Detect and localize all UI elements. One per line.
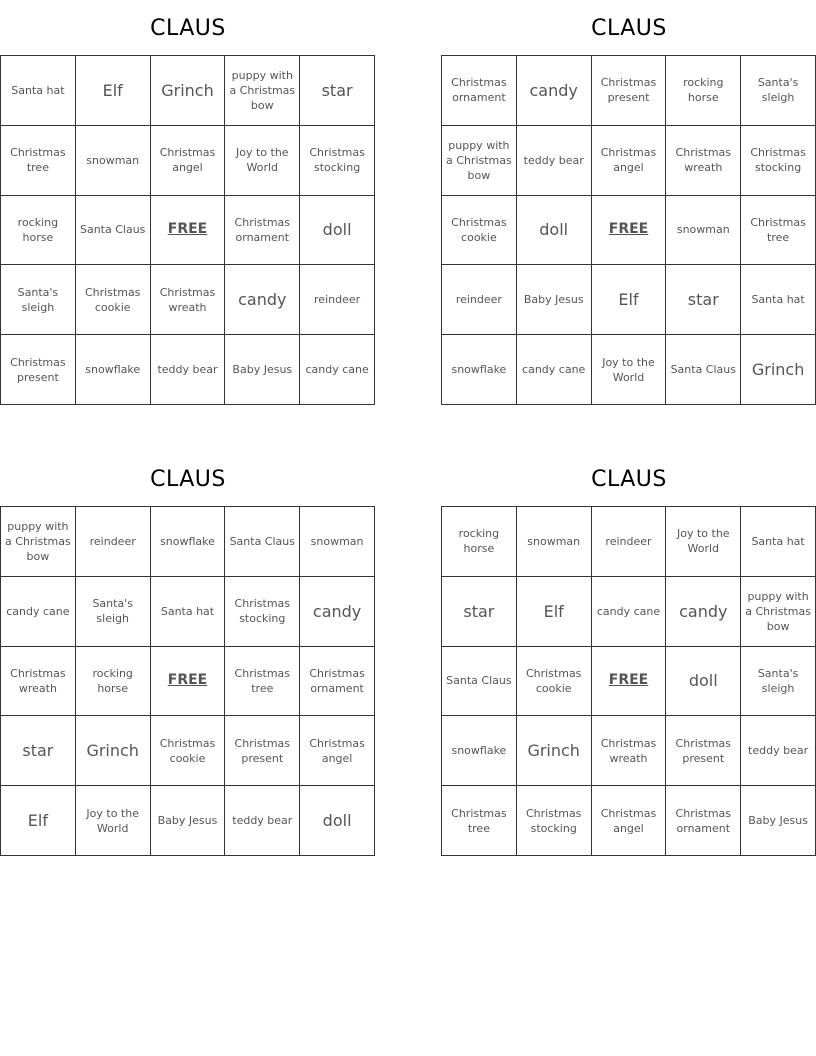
bingo-cell: snowflake [442,716,517,786]
bingo-cell: snowflake [76,335,151,405]
bingo-cell: rocking horse [666,56,741,126]
bingo-cell: Santa hat [151,577,226,647]
bingo-cell: Santa's sleigh [76,577,151,647]
free-space-cell: FREE [592,196,667,266]
bingo-cell: teddy bear [741,716,816,786]
bingo-cell: candy [225,265,300,335]
bingo-cell: candy [517,56,592,126]
bingo-cell: Baby Jesus [741,786,816,856]
bingo-cell: Christmas cookie [517,647,592,717]
bingo-cell: Baby Jesus [151,786,226,856]
bingo-cell: rocking horse [1,196,76,266]
bingo-cell: puppy with a Christmas bow [741,577,816,647]
bingo-cell: reindeer [300,265,375,335]
bingo-cell: Joy to the World [225,126,300,196]
bingo-cell: snowman [76,126,151,196]
bingo-cell: teddy bear [151,335,226,405]
bingo-cell: star [300,56,375,126]
bingo-cell: snowflake [442,335,517,405]
bingo-cell: Grinch [741,335,816,405]
bingo-cell: candy [300,577,375,647]
bingo-cell: puppy with a Christmas bow [442,126,517,196]
bingo-cell: Christmas stocking [225,577,300,647]
bingo-cell: candy cane [592,577,667,647]
free-space-cell: FREE [151,647,226,717]
bingo-grid [0,55,375,405]
bingo-cell: teddy bear [225,786,300,856]
bingo-cell: reindeer [592,507,667,577]
bingo-cell: star [442,577,517,647]
bingo-cell: Christmas tree [1,126,76,196]
bingo-cell: Christmas wreath [592,716,667,786]
bingo-cell: Christmas present [1,335,76,405]
bingo-cell: Christmas stocking [300,126,375,196]
bingo-cell: Christmas ornament [666,786,741,856]
bingo-cell: Christmas cookie [151,716,226,786]
bingo-cell: candy cane [1,577,76,647]
bingo-cell: reindeer [76,507,151,577]
bingo-cell: Christmas wreath [151,265,226,335]
bingo-card-2 [441,14,816,384]
bingo-cell: Santa Claus [76,196,151,266]
bingo-cell: star [1,716,76,786]
bingo-cell: Christmas wreath [1,647,76,717]
bingo-cell: teddy bear [517,126,592,196]
bingo-cell: Christmas angel [592,786,667,856]
bingo-cell: doll [666,647,741,717]
bingo-cell: candy cane [517,335,592,405]
bingo-cell: Elf [517,577,592,647]
bingo-cell: Grinch [151,56,226,126]
bingo-grid [0,506,375,856]
bingo-grid [441,55,816,405]
bingo-cell: Santa Claus [666,335,741,405]
bingo-cell: Christmas tree [225,647,300,717]
free-space-cell: FREE [151,196,226,266]
bingo-cell: Christmas stocking [741,126,816,196]
bingo-cell: Christmas stocking [517,786,592,856]
bingo-cell: rocking horse [442,507,517,577]
bingo-cell: Christmas wreath [666,126,741,196]
bingo-cell: Christmas angel [151,126,226,196]
bingo-cell: Baby Jesus [225,335,300,405]
bingo-cell: Santa's sleigh [1,265,76,335]
bingo-card-1 [0,14,376,384]
bingo-cell: Santa's sleigh [741,647,816,717]
bingo-cell: Santa Claus [442,647,517,717]
bingo-cell: Elf [76,56,151,126]
bingo-cell: reindeer [442,265,517,335]
bingo-cell: candy [666,577,741,647]
free-space-cell: FREE [592,647,667,717]
bingo-cell: doll [300,196,375,266]
bingo-cell: Christmas present [225,716,300,786]
card-title: CLAUS [591,467,667,492]
bingo-cell: star [666,265,741,335]
card-title: CLAUS [591,16,667,41]
bingo-card-4 [441,465,816,835]
bingo-cell: snowflake [151,507,226,577]
bingo-grid [441,506,816,856]
bingo-cell: Joy to the World [666,507,741,577]
bingo-cell: Christmas ornament [300,647,375,717]
bingo-cell: Santa's sleigh [741,56,816,126]
bingo-cell: snowman [300,507,375,577]
bingo-cell: candy cane [300,335,375,405]
bingo-cell: doll [517,196,592,266]
bingo-cell: Christmas cookie [76,265,151,335]
bingo-cell: Santa Claus [225,507,300,577]
bingo-cell: Christmas angel [592,126,667,196]
bingo-cell: puppy with a Christmas bow [225,56,300,126]
bingo-cell: Santa hat [1,56,76,126]
bingo-cell: Santa hat [741,507,816,577]
bingo-cell: Elf [1,786,76,856]
bingo-cell: snowman [517,507,592,577]
bingo-cell: Elf [592,265,667,335]
bingo-cell: Christmas present [592,56,667,126]
bingo-cell: Baby Jesus [517,265,592,335]
bingo-card-3 [0,465,376,835]
bingo-cell: Grinch [76,716,151,786]
bingo-cell: Christmas ornament [442,56,517,126]
bingo-cell: Christmas cookie [442,196,517,266]
card-title: CLAUS [150,467,226,492]
bingo-cell: Christmas tree [741,196,816,266]
bingo-cell: Santa hat [741,265,816,335]
bingo-cell: Grinch [517,716,592,786]
bingo-cell: Christmas ornament [225,196,300,266]
bingo-cell: Christmas present [666,716,741,786]
bingo-cell: puppy with a Christmas bow [1,507,76,577]
bingo-cell: Christmas tree [442,786,517,856]
bingo-cell: rocking horse [76,647,151,717]
card-title: CLAUS [150,16,226,41]
bingo-cell: Christmas angel [300,716,375,786]
bingo-cell: snowman [666,196,741,266]
bingo-cell: Joy to the World [76,786,151,856]
bingo-cell: Joy to the World [592,335,667,405]
bingo-cell: doll [300,786,375,856]
